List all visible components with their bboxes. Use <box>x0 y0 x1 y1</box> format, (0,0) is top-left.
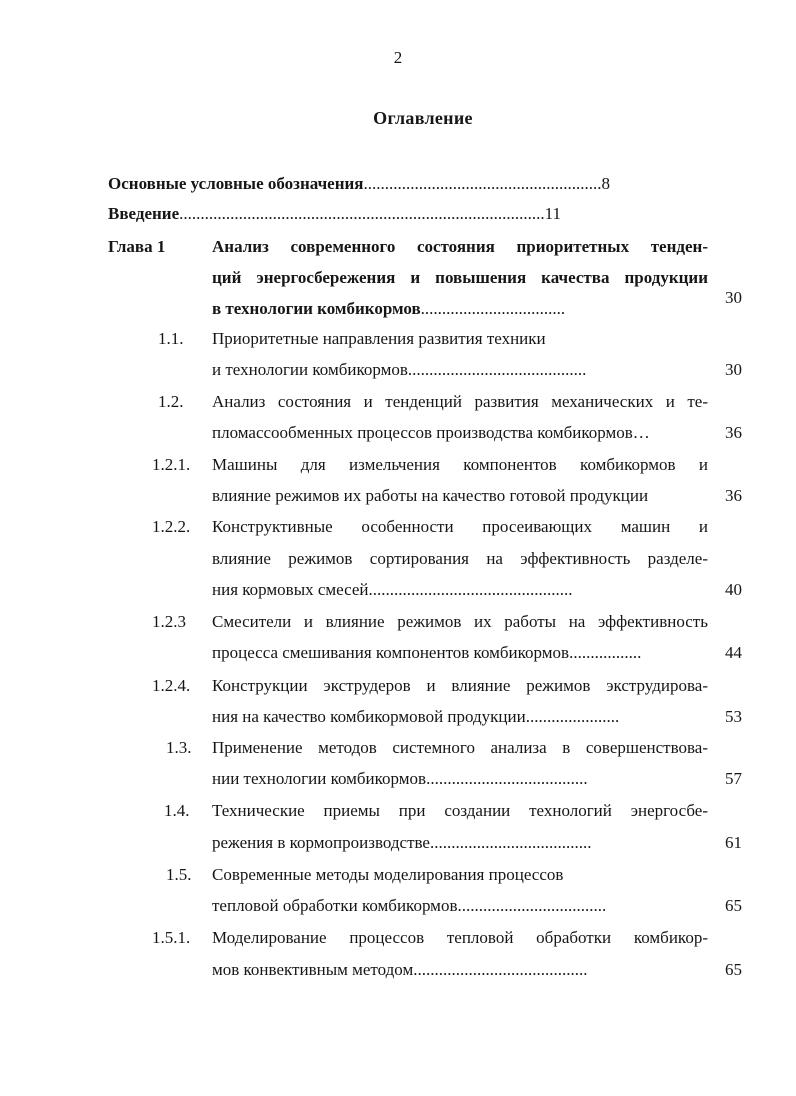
toc-dots: ......................................... <box>413 960 588 979</box>
section-number: 1.2.3 <box>152 612 186 631</box>
toc-page: 36 <box>725 423 742 442</box>
section-number: 1.2.4. <box>152 676 191 695</box>
toc-dots: ................. <box>569 643 642 662</box>
toc-page: 36 <box>725 486 742 505</box>
toc-entry-text: ций энергосбережения и повышения качества продукции <box>212 268 708 287</box>
toc-entry-text: пломассообменных процессов производства комбикормов… <box>212 423 650 442</box>
toc-entry-text-last <box>212 960 587 980</box>
toc-dots: ...................................................................................... <box>179 204 545 223</box>
toc-entry-text-last <box>212 580 573 600</box>
toc-entry-text: Машины для измельчения компонентов комбикормов и <box>212 455 708 474</box>
section-number: 1.5. <box>166 865 192 884</box>
toc-entry-text-last <box>212 707 619 727</box>
toc-page: 65 <box>725 896 742 915</box>
toc-dots: ...................................... <box>429 833 592 852</box>
toc-entry-text: процесса смешивания компонентов комбикормов <box>212 643 570 662</box>
toc-entry-text: Анализ современного состояния приоритетных тенден- <box>212 237 708 256</box>
toc-page: 53 <box>725 707 742 726</box>
toc-entry-text: тепловой обработки комбикормов <box>212 896 458 915</box>
toc-entry-text-last <box>212 833 591 853</box>
toc-page: 61 <box>725 833 742 852</box>
toc-entry-text: Приоритетные направления развития техники <box>212 329 546 348</box>
toc-entry-text: Современные методы моделирования процессов <box>212 865 564 884</box>
toc-entry-text: в технологии комбикормов <box>212 299 421 318</box>
toc-entry-text: влияние режимов их работы на качество готовой продукции <box>212 486 649 505</box>
toc-entry-text: Технические приемы при создании технологий энергосбе- <box>212 801 708 820</box>
toc-dots: .................................. <box>420 299 566 318</box>
section-number: 1.2.1. <box>152 455 191 474</box>
toc-dots: ...................................... <box>426 769 588 788</box>
chapter-label: Глава 1 <box>108 237 166 256</box>
toc-entry-text-last <box>212 643 641 663</box>
toc-entry-text-last <box>212 896 606 916</box>
toc-dots: ........................................................ <box>363 174 602 193</box>
toc-page: 44 <box>725 643 742 662</box>
section-number: 1.2.2. <box>152 517 191 536</box>
toc-dots: ...................... <box>525 707 620 726</box>
toc-entry-text: влияние режимов сортирования на эффективность разделе- <box>212 549 708 568</box>
toc-entry-text: Моделирование процессов тепловой обработки комбикор- <box>212 928 708 947</box>
toc-page: 57 <box>725 769 742 788</box>
section-number: 1.1. <box>158 329 184 348</box>
toc-entry-intro <box>108 204 561 224</box>
toc-page: 30 <box>725 360 742 379</box>
toc-entry-text: Применение методов системного анализа в совершенствова- <box>212 738 708 757</box>
section-number: 1.3. <box>166 738 192 757</box>
section-number: 1.4. <box>164 801 190 820</box>
toc-entry-text-last <box>212 299 565 319</box>
toc-entry-text-last <box>212 360 586 380</box>
toc-dots: ................................... <box>457 896 607 915</box>
toc-entry-text: режения в кормопроизводстве <box>212 833 430 852</box>
toc-entry-text: Конструктивные особенности просеивающих машин и <box>212 517 708 536</box>
toc-entry-text: мов конвективным методом <box>212 960 414 979</box>
toc-entry-text: Смесители и влияние режимов их работы на эффективность <box>212 612 708 631</box>
toc-entry-text: и технологии комбикормов <box>212 360 408 379</box>
toc-page: 40 <box>725 580 742 599</box>
toc-entry-text: Введение <box>108 204 180 223</box>
toc-entry-text: нии технологии комбикормов <box>212 769 427 788</box>
section-number: 1.2. <box>158 392 184 411</box>
page-number: 2 <box>393 48 403 67</box>
page-title: Оглавление <box>373 108 473 128</box>
toc-entry-notation <box>108 174 610 194</box>
toc-dots: ................................................ <box>368 580 573 599</box>
toc-entry-text-last <box>212 769 588 789</box>
toc-dots: .......................................... <box>407 360 587 379</box>
toc-page: 65 <box>725 960 742 979</box>
toc-entry-text: Конструкции экструдеров и влияние режимов экструдирова- <box>212 676 708 695</box>
toc-page: 8 <box>601 174 611 193</box>
toc-entry-text: ния на качество комбикормовой продукции <box>212 707 526 726</box>
toc-page: 30 <box>725 288 742 307</box>
toc-entry-text: Анализ состояния и тенденций развития механических и те- <box>212 392 708 411</box>
toc-page: 11 <box>544 204 561 223</box>
toc-entry-text: ния кормовых смесей <box>212 580 369 599</box>
toc-entry-text: Основные условные обозначения <box>108 174 364 193</box>
section-number: 1.5.1. <box>152 928 191 947</box>
